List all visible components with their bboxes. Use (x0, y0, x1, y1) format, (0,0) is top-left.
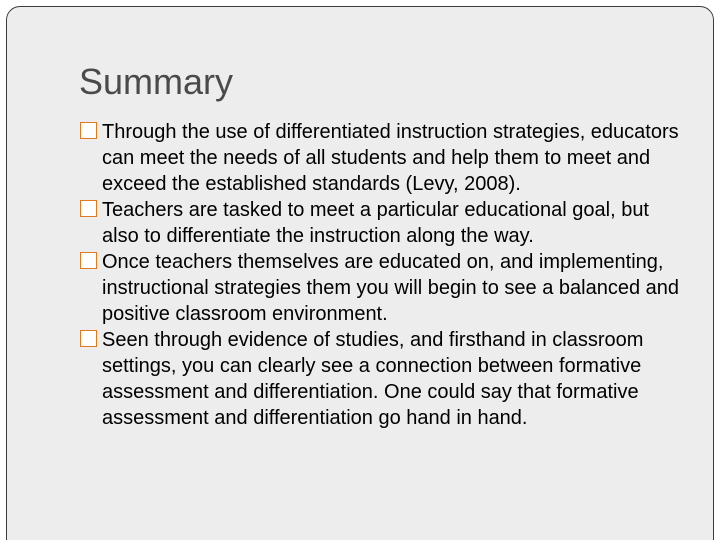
square-bullet-icon (80, 122, 97, 139)
slide-title: Summary (79, 61, 234, 102)
bullet-text: Teachers are tasked to meet a particular educational goal, but also to differentiate the instruction along the way. (102, 199, 649, 247)
bullet-item (80, 197, 685, 249)
bullet-text: Once teachers themselves are educated on, and implementing, instructional strategies them you will begin to see a balanced and positive classroom environment. (102, 251, 680, 325)
bullet-text: Through the use of differentiated instruction strategies, educators can meet the needs of all students and help them to meet and exceed the established standards (Levy, 2008). (102, 121, 679, 195)
bullet-item (80, 249, 685, 327)
bullet-text: Seen through evidence of studies, and firsthand in classroom settings, you can clearly see a connection between formative assessment and differentiation. One could say that formative assessment and differentiation go hand in hand. (102, 329, 644, 429)
bullet-item (80, 327, 685, 431)
bullet-item (80, 119, 685, 197)
bullet-list (80, 119, 685, 431)
square-bullet-icon (80, 200, 97, 217)
square-bullet-icon (80, 330, 97, 347)
square-bullet-icon (80, 252, 97, 269)
